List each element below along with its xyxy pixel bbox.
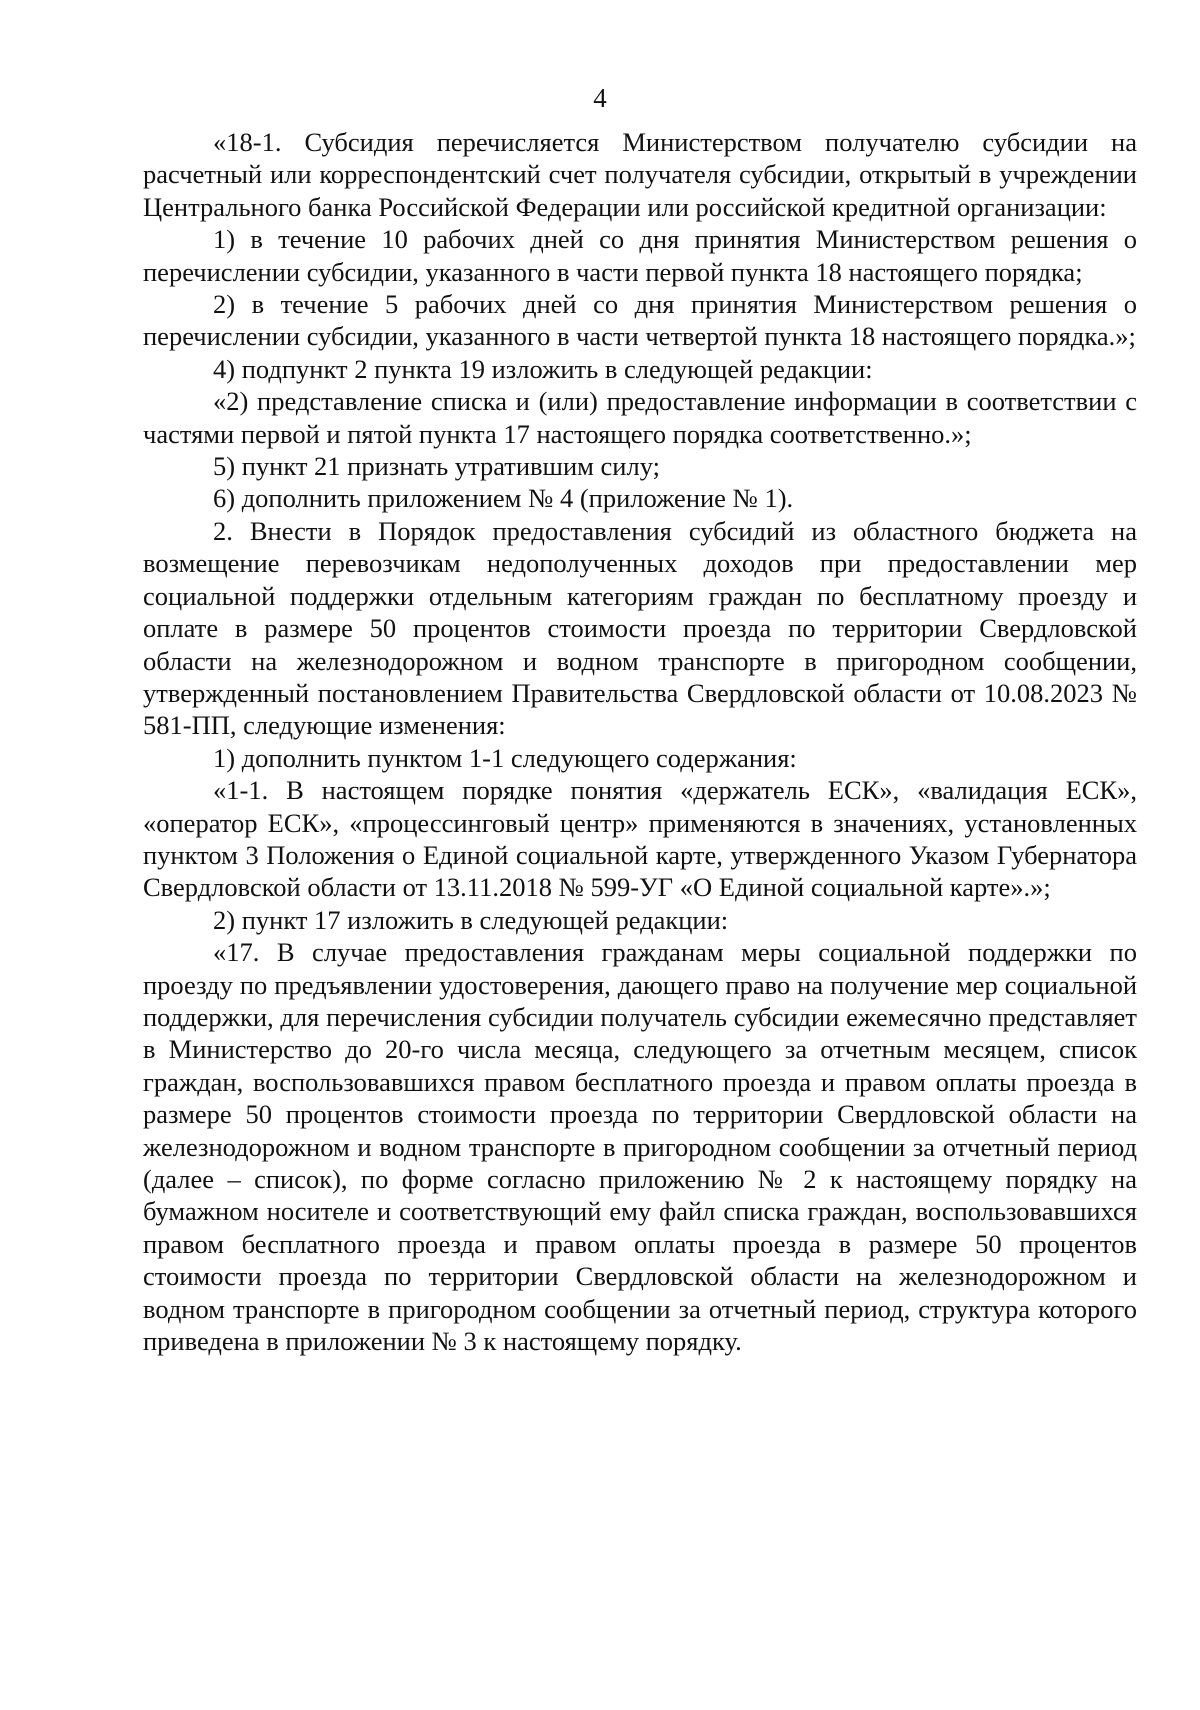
document-body [143,126,1137,1357]
paragraph-amendment-2: 2) пункт 17 изложить в следующей редакции: [213,904,729,935]
paragraph-17: «17. В случае предоставления гражданам меры социальной поддержки по проезду по предъявлении удостоверения, дающего право на получение мер социальной поддержки, для перечисления субсидии получатель субсидии ежемесячно представляет в Министерство до 20-го числа месяца, следующего за отчетным месяцем, список граждан, воспользовавшихся правом бесплатного проезда и правом оплаты проезда в размере 50 процентов стоимости проезда по территории Свердловской области на железнодорожном и водном транспорте в пригородном сообщении за отчетный период (далее – список), по форме согласно приложению № 2 к настоящему порядку на бумажном носителе и соответствующий ему файл списка граждан, воспользовавшихся правом бесплатного проезда и правом оплаты проезда в размере 50 процентов стоимости проезда по территории Свердловской области на железнодорожном и водном транспорте в пригородном сообщении за отчетный период, структура которого приведена в приложении № 3 к настоящему порядку. [143,937,1137,1357]
paragraph-1-1: «1-1. В настоящем порядке понятия «держатель ЕСК», «валидация ЕСК», «оператор ЕСК», «процессинговый центр» применяются в значениях, установленных пунктом 3 Положения о Единой социальной карте, утвержденного Указом Губернатора Свердловской области от 13.11.2018 № 599-УГ «О Единой социальной карте».»; [143,775,1137,903]
paragraph-item-1: 1) в течение 10 рабочих дней со дня принятия Министерством решения о перечислении субсидии, указанного в части первой пункта 18 настоящего порядка; [143,224,1137,287]
paragraph-amendment-5: 5) пункт 21 признать утратившим силу; [213,451,660,482]
page-number: 4 [593,83,607,113]
paragraph-18-1: «18-1. Субсидия перечисляется Министерством получателю субсидии на расчетный или корреспондентский счет получателя субсидии, открытый в учреждении Центрального банка Российской Федерации или российской кредитной организации: [143,127,1137,222]
paragraph-amendment-1: 1) дополнить пунктом 1-1 следующего содержания: [213,742,797,773]
paragraph-item-2: 2) в течение 5 рабочих дней со дня принятия Министерством решения о перечислении субсидии, указанного в части четвертой пункта 18 настоящего порядка.»; [143,289,1137,352]
paragraph-amendment-4: 4) подпункт 2 пункта 19 изложить в следующей редакции: [213,353,873,384]
paragraph-amendment-6: 6) дополнить приложением № 4 (приложение № 1). [213,483,794,514]
paragraph-subitem-2: «2) представление списка и (или) предоставление информации в соответствии с частями первой и пятой пункта 17 настоящего порядка соответственно.»; [143,386,1137,449]
paragraph-section-2: 2. Внести в Порядок предоставления субсидий из областного бюджета на возмещение перевозчикам недополученных доходов при предоставлении мер социальной поддержки отдельным категориям граждан по бесплатному проезду и оплате в размере 50 процентов стоимости проезда по территории Свердловской области на железнодорожном и водном транспорте в пригородном сообщении, утвержденный постановлением Правительства Свердловской области от 10.08.2023 № 581-ПП, следующие изменения: [143,515,1137,741]
